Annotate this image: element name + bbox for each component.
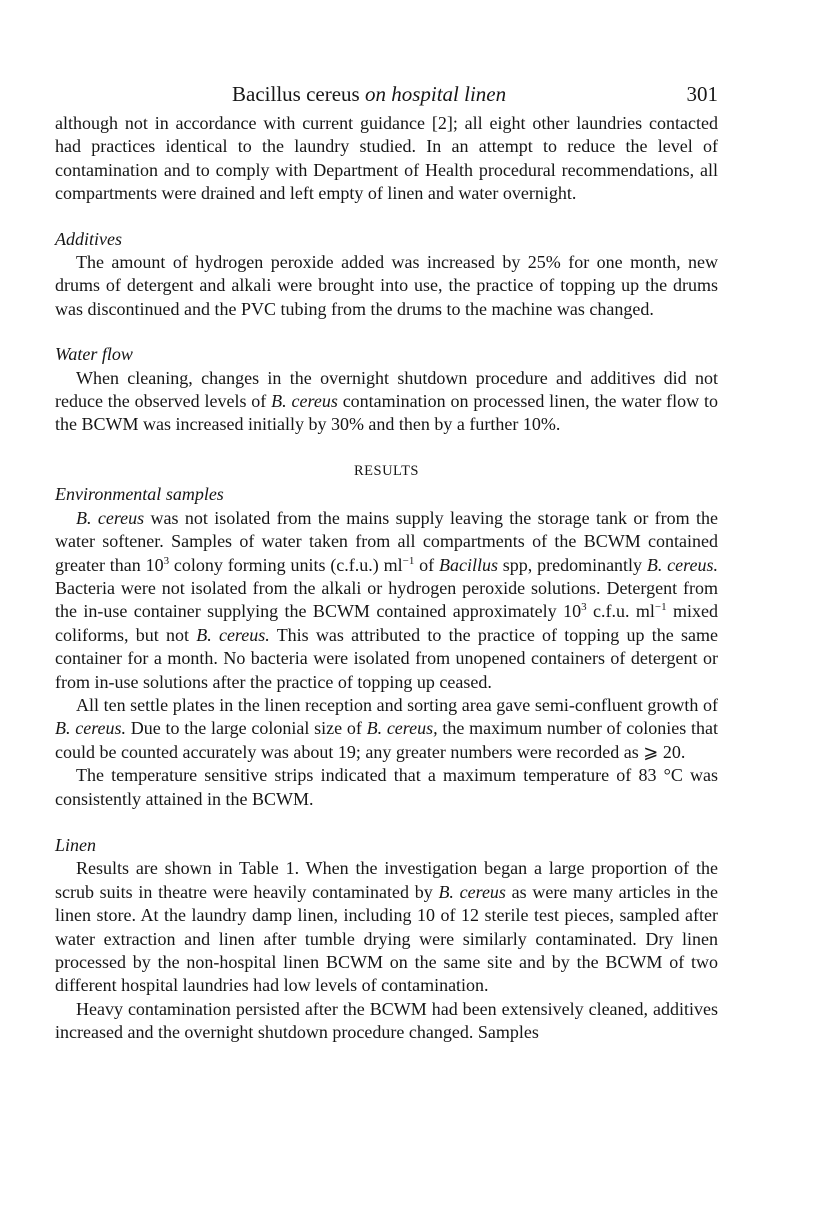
environmental-samples-heading: Environmental samples [55, 484, 224, 505]
environmental-paragraph-1: B. cereus was not isolated from the mains supply leaving the storage tank or from the water softener. Samples of water taken from all compartments of the BCWM contained greater than $10^3$ colony forming units (c.f.u.) $ml^{-1}$ of Bacillus spp, predominantly B. cereus. Bacteria were not isolated from the alkali or hydrogen peroxide solutions. Detergent from the in-use container supplying the BCWM contained approximately $10^3$ c.f.u. $ml^{-1}$ mixed coliforms, but not B. cereus. This was attributed to the practice of topping up the same container for a month. No bacteria were isolated from unopened containers of detergent or from in-use solutions after the practice of topping up ceased. [55, 507, 719, 692]
running-header [0, 80, 816, 110]
running-title-species: Bacillus cereus [232, 82, 360, 106]
linen-heading: Linen [55, 834, 97, 855]
running-title-rest: on hospital linen [364, 82, 507, 106]
environmental-paragraph-2: All ten settle plates in the linen reception and sorting area gave semi-confluent growth of B. cereus. Due to the large colonial size of B. cereus, the maximum number of colonies that could be counted accurately was about 19; any greater numbers were recorded as ⩾ 20. [55, 694, 719, 762]
page-number: 301 [686, 82, 718, 106]
body-text [55, 112, 718, 1045]
water-flow-paragraph: When cleaning, changes in the overnight shutdown procedure and additives did not reduce the observed levels of B. cereus contamination on processed linen, the water flow to the BCWM was increased initially by 30% and then by a further 10%. [55, 367, 719, 435]
water-flow-heading: Water flow [55, 344, 133, 365]
additives-heading: Additives [55, 228, 122, 249]
environmental-paragraph-3: The temperature sensitive strips indicated that a maximum temperature of 83 °C was consistently attained in the BCWM. [55, 765, 718, 809]
paragraph-continued: although not in accordance with current guidance [2]; all eight other laundries contacted had practices identical to the laundry studied. In an attempt to reduce the level of contamination and to comply with Department of Health procedural recommendations, all compartments were drained and left empty of linen and water overnight. [55, 113, 718, 204]
additives-paragraph: The amount of hydrogen peroxide added was increased by 25% for one month, new drums of detergent and alkali were brought into use, the practice of topping up the drums was discontinued and the PVC tubing from the drums to the machine was changed. [55, 252, 718, 319]
results-heading: RESULTS [353, 462, 419, 479]
linen-paragraph-1: Results are shown in Table 1. When the investigation began a large proportion of the scrub suits in theatre were heavily contaminated by B. cereus as were many articles in the linen store. At the laundry damp linen, including 10 of 12 sterile test pieces, sampled after water extraction and linen after tumble drying were similarly contaminated. Dry linen processed by the non-hospital linen BCWM on the same site and by the BCWM of two different hospital laundries had low levels of contamination. [55, 858, 719, 996]
linen-paragraph-2: Heavy contamination persisted after the BCWM had been extensively cleaned, additives increased and the overnight shutdown procedure changed. Samples [55, 998, 718, 1043]
running-title [232, 80, 506, 108]
